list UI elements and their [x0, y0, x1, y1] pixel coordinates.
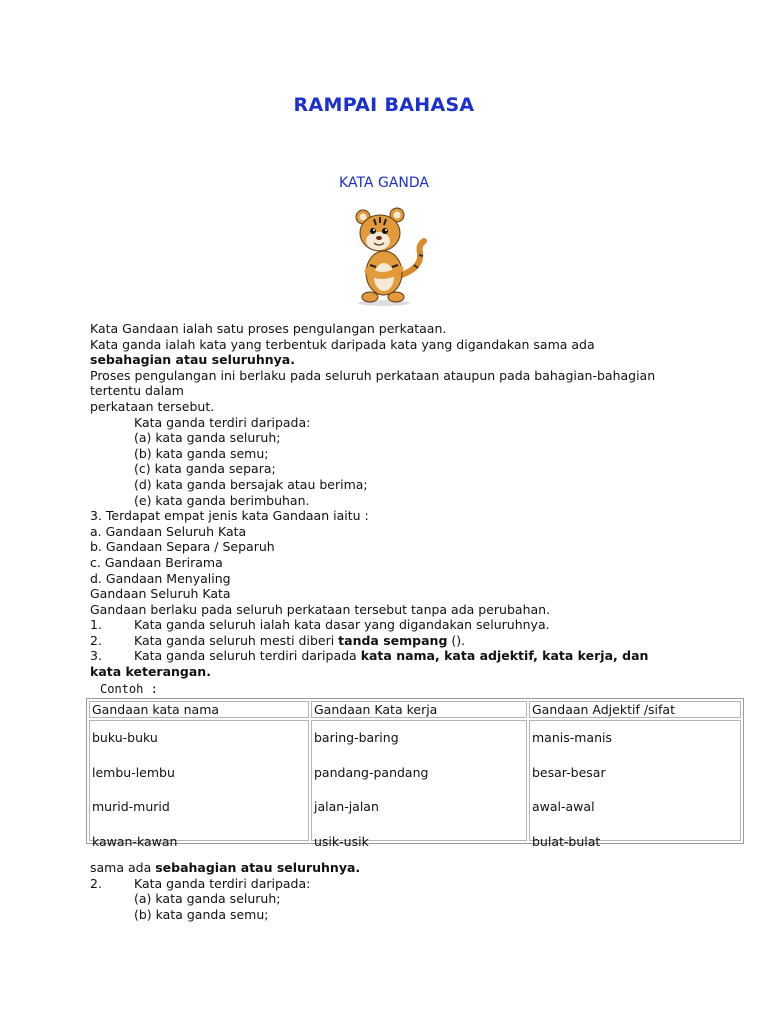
table-cell-value: pandang-pandang [314, 764, 429, 780]
paragraph: Gandaan berlaku pada seluruh perkataan tersebut tanpa ada perubahan. [90, 601, 551, 617]
table-cell-value: awal-awal [532, 799, 595, 814]
list-item: (b) kata ganda semu; [134, 906, 269, 922]
table-cell-value: kawan-kawan [92, 833, 178, 849]
tiger-illustration [340, 205, 428, 307]
item-number: 1. [90, 617, 102, 633]
list-item: (c) kata ganda separa; [134, 461, 276, 477]
list-item: (a) kata ganda seluruh; [134, 891, 281, 907]
list-item: b. Gandaan Separa / Separuh [90, 539, 275, 555]
page-title: RAMPAI BAHASA [293, 94, 475, 116]
numbered-item [90, 648, 710, 664]
item-text: Kata ganda terdiri daripada: [134, 875, 311, 891]
kata-ganda-table [86, 698, 744, 849]
table-cell [529, 720, 741, 849]
item-text: (). [447, 632, 466, 648]
paragraph: perkataan tersebut. [90, 398, 215, 414]
item-number: 2. [90, 632, 102, 648]
table-cell-value: usik-usik [314, 833, 369, 849]
paragraph [90, 860, 710, 876]
paragraph: Proses pengulangan ini berlaku pada seluruh perkataan ataupun pada bahagian-bahagian [90, 367, 656, 383]
table-cell-value: murid-murid [92, 799, 170, 814]
table-header-cell: Gandaan Kata kerja [311, 701, 527, 718]
item-bold-text: kata nama, kata adjektif, kata kerja, dan [360, 648, 649, 664]
paragraph: kata keterangan. [90, 664, 211, 680]
table-cell [311, 720, 527, 849]
item-number: 2. [90, 875, 102, 891]
paragraph: Kata ganda terdiri daripada: [134, 414, 311, 430]
list-item: c. Gandaan Berirama [90, 554, 223, 570]
bottom-section [90, 860, 710, 922]
list-item: d. Gandaan Menyaling [90, 570, 231, 586]
table-cell-value: buku-buku [92, 730, 158, 745]
item-text: Kata ganda seluruh ialah kata dasar yang digandakan seluruhnya. [134, 617, 550, 633]
table-header-cell: Gandaan Adjektif /sifat [529, 701, 741, 718]
article-body [90, 321, 710, 680]
table-row [89, 720, 741, 841]
table-cell-value: jalan-jalan [314, 799, 379, 814]
table-cell-value: manis-manis [532, 730, 612, 745]
list-item: (b) kata ganda semu; [134, 445, 269, 461]
example-label: Contoh : [100, 682, 158, 696]
paragraph: tertentu dalam [90, 383, 184, 399]
table-cell-value: lembu-lembu [92, 764, 175, 780]
numbered-item [90, 617, 710, 633]
item-bold-text: tanda sempang [338, 632, 448, 648]
paragraph: Kata ganda ialah kata yang terbentuk daripada kata yang digandakan sama ada [90, 336, 595, 352]
table-header-cell: Gandaan kata nama [89, 701, 309, 718]
numbered-item [90, 633, 710, 649]
paragraph: Gandaan Seluruh Kata [90, 586, 231, 602]
item-number: 3. [90, 648, 102, 664]
list-item: a. Gandaan Seluruh Kata [90, 523, 247, 539]
list-item: (a) kata ganda seluruh; [134, 430, 281, 446]
table-header-row [89, 701, 741, 718]
item-text: Kata ganda seluruh mesti diberi [134, 632, 339, 648]
table-cell-value: baring-baring [314, 730, 399, 745]
paragraph: Kata Gandaan ialah satu proses pengulangan perkataan. [90, 321, 447, 336]
item-text: Kata ganda seluruh terdiri daripada [134, 648, 361, 664]
numbered-item [90, 876, 710, 892]
paragraph: 3. Terdapat empat jenis kata Gandaan iaitu : [90, 508, 369, 524]
table-cell [89, 720, 309, 849]
section-subtitle: KATA GANDA [339, 175, 429, 191]
list-item: (d) kata ganda bersajak atau berima; [134, 476, 368, 492]
paragraph-text: sama ada [90, 860, 156, 875]
table-cell-value: besar-besar [532, 764, 606, 780]
list-item: (e) kata ganda berimbuhan. [134, 492, 310, 508]
paragraph-bold-text: sebahagian atau seluruhnya. [155, 860, 361, 875]
paragraph: sebahagian atau seluruhnya. [90, 352, 295, 368]
table-cell-value: bulat-bulat [532, 833, 601, 849]
